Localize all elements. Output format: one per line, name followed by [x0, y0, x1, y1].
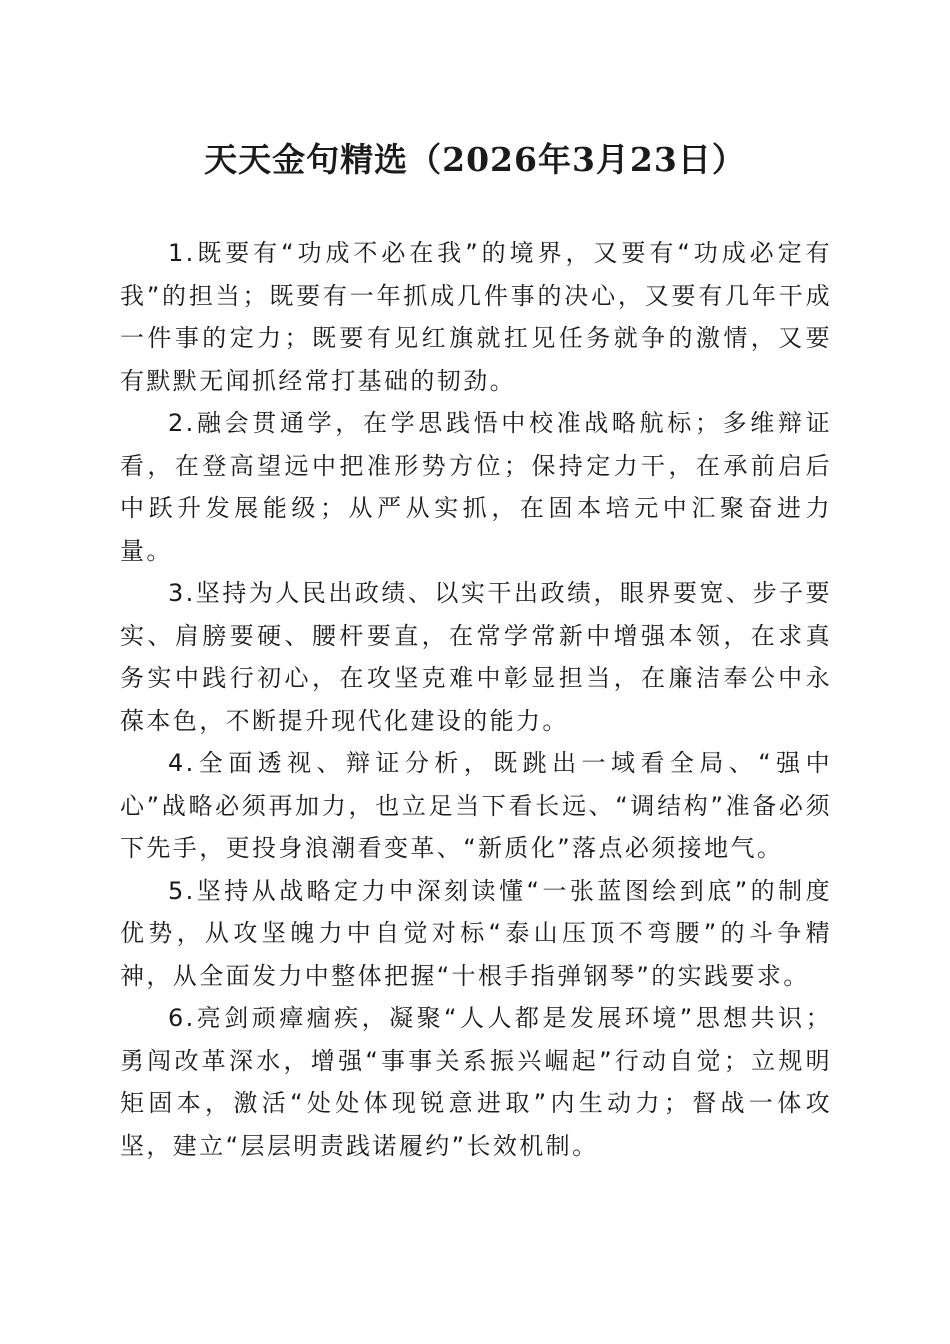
- paragraph-2: 2.融会贯通学，在学思践悟中校准战略航标；多维辩证看，在登高望远中把准形势方位；保持定力干，在承前启后中跃升发展能级；从严从实抓，在固本培元中汇聚奋进力量。: [120, 409, 832, 565]
- document-title: 天天金句精选（2026年3月23日）: [204, 140, 746, 179]
- paragraph-6: 6.亮剑顽瘴痼疾，凝聚“人人都是发展环境”思想共识；勇闯改革深水，增强“事事关系振兴崛起”行动自觉；立规明矩固本，激活“处处体现锐意进取”内生动力；督战一体攻坚，建立“层层明责践诺履约”长效机制。: [120, 1004, 832, 1160]
- paragraph-4: 4.全面透视、辩证分析，既跳出一域看全局、“强中心”战略必须再加力，也立足当下看长远、“调结构”准备必须下先手，更投身浪潮看变革、“新质化”落点必须接地气。: [120, 749, 832, 862]
- paragraph-5: 5.坚持从战略定力中深刻读懂“一张蓝图绘到底”的制度优势，从攻坚魄力中自觉对标“泰山压顶不弯腰”的斗争精神，从全面发力中整体把握“十根手指弹钢琴”的实践要求。: [120, 876, 832, 990]
- paragraph-3: 3.坚持为人民出政绩、以实干出政绩，眼界要宽、步子要实、肩膀要硬、腰杆要直，在常学常新中增强本领，在求真务实中践行初心，在攻坚克难中彰显担当，在廉洁奉公中永葆本色，不断提升现代化建设的能力。: [120, 579, 832, 735]
- paragraph-1: 1.既要有“功成不必在我”的境界，又要有“功成必定有我”的担当；既要有一年抓成几件事的决心，又要有几年干成一件事的定力；既要有见红旗就扛见任务就争的激情，又要有默默无闻抓经常打基础的韧劲。: [120, 239, 832, 395]
- document-body: [120, 232, 832, 1167]
